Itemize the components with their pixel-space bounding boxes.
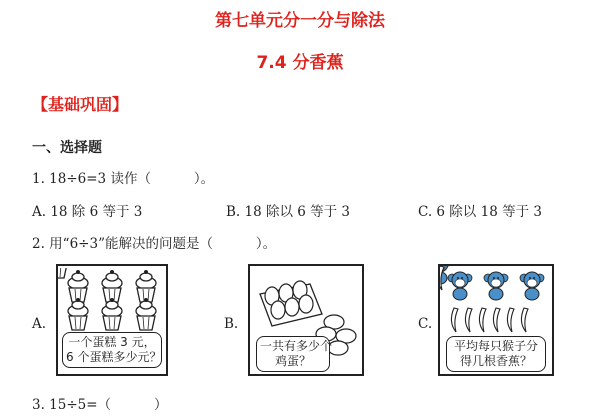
worksheet-title: 第七单元分一分与除法	[215, 11, 385, 31]
monkey-banana-picture	[438, 264, 554, 376]
question-1: 1. 18÷6=3 读作（ ）。	[32, 171, 215, 187]
egg-picture	[248, 264, 364, 376]
q2-caption-c: 平均每只猴子分 得几根香蕉？	[446, 336, 546, 372]
cupcake-picture	[56, 264, 168, 376]
q1-option-c: C. 6 除以 18 等于 3	[418, 204, 542, 220]
question-2: 2. 用“6÷3”能解决的问题是（ ）。	[32, 236, 277, 252]
q1-option-b: B. 18 除以 6 等于 3	[226, 204, 351, 220]
q2-option-c-label: C.	[418, 316, 433, 332]
q1-option-a: A. 18 除 6 等于 3	[32, 204, 143, 220]
q2-option-b-label: B.	[224, 316, 239, 332]
cupcakes-icon	[58, 268, 166, 334]
lesson-subtitle: 7.4 分香蕉	[256, 53, 344, 73]
monkeys-bananas-icon	[440, 266, 552, 338]
q2-caption-b: 一共有多少个 鸡蛋？	[256, 336, 330, 372]
part-heading: 一、选择题	[32, 140, 102, 156]
q2-caption-a: 一个蛋糕 3 元， 6 个蛋糕多少元？	[62, 332, 162, 368]
question-3: 3. 15÷5=（ ）	[32, 397, 168, 413]
q2-option-a-label: A.	[32, 316, 47, 332]
section-heading: 【基础巩固】	[32, 95, 129, 114]
